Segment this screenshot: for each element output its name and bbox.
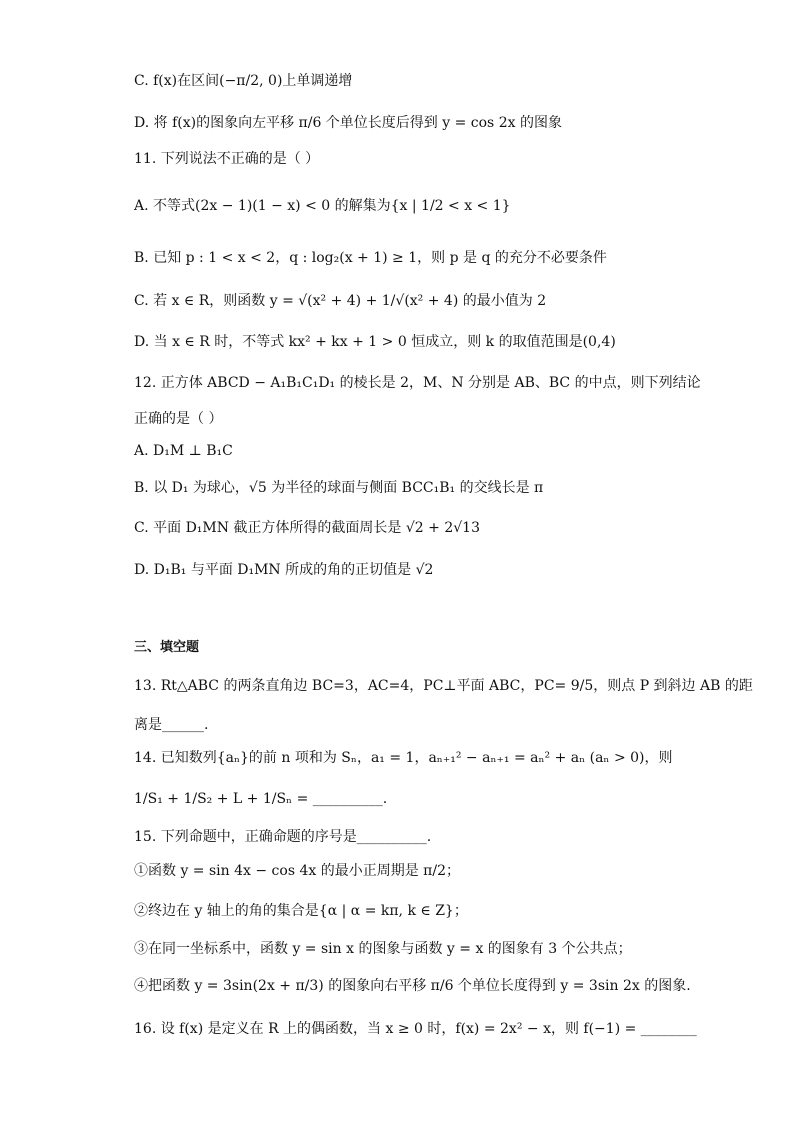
- question-15-item-3: ③在同一坐标系中，函数 y = sin x 的图象与函数 y = x 的图象有 3 个公共点；: [134, 941, 632, 957]
- option-b-q12: B. 以 D₁ 为球心，√5 为半径的球面与侧面 BCC₁B₁ 的交线长是 π: [134, 480, 544, 496]
- question-15: 15. 下列命题中，正确命题的序号是__________.: [134, 829, 432, 845]
- option-d-q12: D. D₁B₁ 与平面 D₁MN 所成的角的正切值是 √2: [134, 562, 434, 578]
- question-14-line1: 14. 已知数列{aₙ}的前 n 项和为 Sₙ，a₁ = 1，aₙ₊₁² − aₙ₊₁ = aₙ² + aₙ (aₙ > 0)，则: [134, 750, 673, 766]
- question-13-line2: 离是______.: [134, 717, 209, 733]
- question-11: 11. 下列说法不正确的是（ ）: [134, 151, 320, 167]
- option-c-q11: C. 若 x ∈ R，则函数 y = √(x² + 4) + 1/√(x² + 4) 的最小值为 2: [134, 293, 547, 309]
- question-13-line1: 13. Rt△ABC 的两条直角边 BC=3，AC=4，PC⊥平面 ABC，PC= 9/5，则点 P 到斜边 AB 的距: [134, 678, 753, 694]
- option-d-q10: D. 将 f(x)的图象向左平移 π/6 个单位长度后得到 y = cos 2x 的图象: [134, 115, 562, 131]
- question-15-item-1: ①函数 y = sin 4x − cos 4x 的最小正周期是 π/2；: [134, 863, 460, 879]
- question-16: 16. 设 f(x) 是定义在 R 上的偶函数，当 x ≥ 0 时，f(x) = 2x² − x，则 f(−1) = ________: [134, 1021, 697, 1037]
- option-a-q12: A. D₁M ⊥ B₁C: [134, 443, 233, 459]
- question-12-line1: 12. 正方体 ABCD − A₁B₁C₁D₁ 的棱长是 2，M、N 分别是 AB、BC 的中点，则下列结论: [134, 375, 701, 391]
- question-12-line2: 正确的是（ ）: [134, 411, 223, 427]
- option-b-q11: B. 已知 p : 1 < x < 2，q : log₂(x + 1) ≥ 1，则 p 是 q 的充分不必要条件: [134, 250, 607, 266]
- option-c-q12: C. 平面 D₁MN 截正方体所得的截面周长是 √2 + 2√13: [134, 520, 480, 536]
- option-d-q11: D. 当 x ∈ R 时，不等式 kx² + kx + 1 > 0 恒成立，则 k 的取值范围是(0,4): [134, 334, 616, 350]
- option-c-q10: C. f(x)在区间(−π/2, 0)上单调递增: [134, 73, 353, 89]
- option-a-q11: A. 不等式(2x − 1)(1 − x) < 0 的解集为{x | 1/2 < x < 1}: [134, 198, 511, 214]
- question-15-item-4: ④把函数 y = 3sin(2x + π/3) 的图象向右平移 π/6 个单位长度得到 y = 3sin 2x 的图象.: [134, 978, 691, 994]
- question-15-item-2: ②终边在 y 轴上的角的集合是{α | α = kπ, k ∈ Z}；: [134, 903, 468, 919]
- question-14-line2: 1/S₁ + 1/S₂ + L + 1/Sₙ = __________.: [134, 791, 388, 807]
- section-heading-fill-in: 三、填空题: [134, 640, 200, 655]
